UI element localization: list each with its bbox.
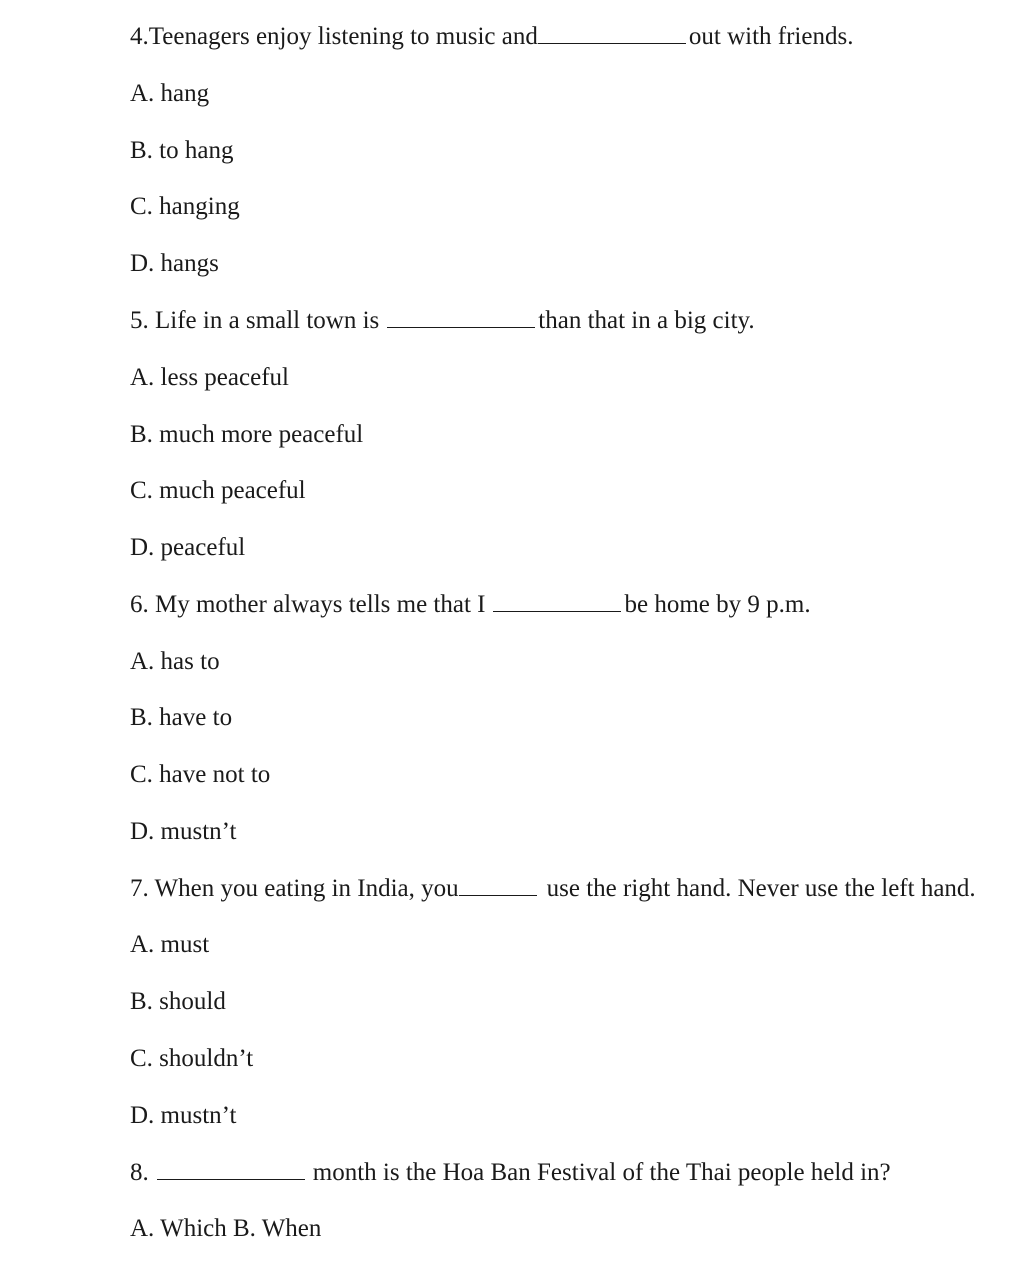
question-7-option-b: B. should: [130, 988, 226, 1015]
question-5-blank: [387, 307, 535, 328]
question-8-option-a: A. Which B. When: [130, 1215, 322, 1242]
question-5-text-after: than that in a big city.: [538, 307, 755, 334]
question-6: [130, 590, 811, 620]
question-7-option-a: A. must: [130, 931, 210, 958]
question-7: [130, 874, 976, 904]
question-8-blank: [157, 1159, 305, 1180]
question-7-option-c: C. shouldn’t: [130, 1045, 254, 1072]
question-5-option-d: D. peaceful: [130, 534, 246, 561]
question-7-option-d: D. mustn’t: [130, 1102, 237, 1129]
question-4: [130, 22, 853, 52]
question-4-option-d: D. hangs: [130, 250, 219, 277]
question-5: [130, 306, 755, 336]
question-6-text-after: be home by 9 p.m.: [624, 591, 811, 618]
question-4-option-a: A. hang: [130, 80, 210, 107]
question-4-text-after: out with friends.: [688, 23, 854, 50]
question-6-option-c: C. have not to: [130, 761, 271, 788]
question-7-blank: [459, 875, 537, 896]
question-6-option-a: A. has to: [130, 648, 220, 675]
question-5-text-before: 5. Life in a small town is: [130, 307, 380, 334]
question-4-text-before: 4.Teenagers enjoy listening to music and: [130, 23, 538, 50]
question-7-text-before: 7. When you eating in India, you: [130, 875, 459, 902]
question-4-blank: [538, 23, 686, 44]
question-5-option-b: B. much more peaceful: [130, 421, 364, 448]
question-5-option-c: C. much peaceful: [130, 477, 306, 504]
question-8: [130, 1158, 891, 1188]
question-8-text-before: 8.: [130, 1159, 149, 1186]
question-5-option-a: A. less peaceful: [130, 364, 289, 391]
question-6-blank: [493, 591, 621, 612]
question-4-option-c: C. hanging: [130, 193, 240, 220]
question-8-text-after: month is the Hoa Ban Festival of the Thai people held in?: [312, 1159, 891, 1186]
question-4-option-b: B. to hang: [130, 137, 234, 164]
question-6-option-d: D. mustn’t: [130, 818, 237, 845]
question-6-text-before: 6. My mother always tells me that I: [130, 591, 486, 618]
question-7-text-after: use the right hand. Never use the left hand.: [546, 875, 976, 902]
question-6-option-b: B. have to: [130, 704, 233, 731]
